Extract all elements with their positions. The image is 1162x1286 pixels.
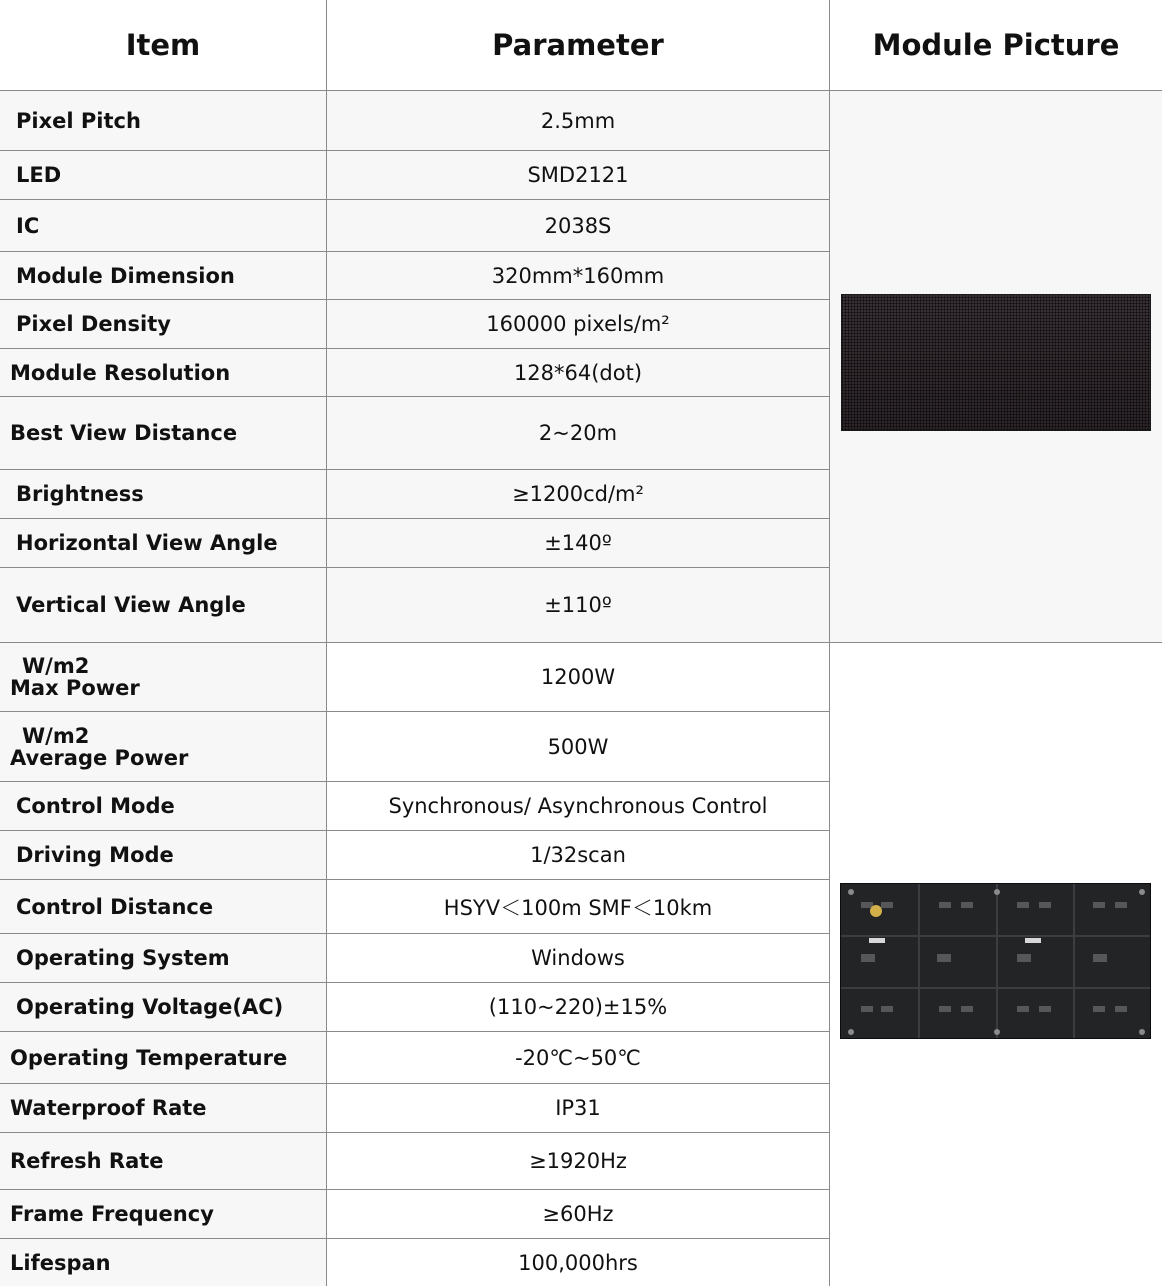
parameter-value: IP31 — [555, 1096, 601, 1120]
item-label: Average Power — [10, 745, 189, 770]
item-cell — [0, 983, 326, 1031]
item-cell — [0, 252, 326, 299]
item-cell — [0, 1032, 326, 1083]
item-cell — [0, 1133, 326, 1189]
item-cell — [0, 880, 326, 933]
parameter-value: 1/32scan — [530, 843, 626, 867]
item-cell — [0, 568, 326, 642]
item-cell — [0, 712, 326, 781]
item-label: Horizontal View Angle — [16, 531, 278, 555]
parameter-value: Synchronous/ Asynchronous Control — [388, 794, 768, 818]
item-cell — [0, 91, 326, 150]
item-label: LED — [16, 163, 62, 187]
item-cell — [0, 397, 326, 469]
parameter-value: 100,000hrs — [518, 1250, 638, 1275]
parameter-value: 2038S — [544, 213, 612, 238]
parameter-value: ≥1920Hz — [529, 1149, 627, 1173]
item-unit: W/m2 — [22, 654, 90, 678]
item-label: IC — [16, 213, 40, 238]
parameter-value: ≥60Hz — [542, 1202, 614, 1226]
item-cell — [0, 831, 326, 879]
item-label: Operating Temperature — [10, 1045, 288, 1070]
parameter-value: 2.5mm — [540, 108, 616, 133]
item-label: Lifespan — [10, 1250, 111, 1275]
column-divider — [829, 0, 830, 1286]
item-cell — [0, 1190, 326, 1238]
module-back-image — [840, 883, 1151, 1039]
item-label: Operating System — [16, 946, 230, 970]
item-label: Refresh Rate — [10, 1149, 164, 1173]
parameter-value: (110~220)±15% — [488, 995, 668, 1019]
parameter-value: 160000 pixels/m² — [486, 312, 670, 336]
parameter-value: ±140º — [544, 531, 612, 555]
item-cell — [0, 200, 326, 251]
item-label: Control Mode — [16, 794, 175, 818]
parameter-value: HSYV＜100m SMF＜10km — [443, 895, 713, 920]
item-cell — [0, 1239, 326, 1286]
item-label: Module Dimension — [16, 263, 235, 288]
parameter-value: SMD2121 — [527, 163, 629, 187]
parameter-value: 500W — [547, 734, 609, 759]
item-unit: W/m2 — [22, 723, 90, 748]
item-label: Best View Distance — [10, 421, 238, 445]
item-cell — [0, 151, 326, 199]
item-label: Pixel Density — [16, 312, 171, 336]
item-label: Brightness — [16, 482, 144, 506]
parameter-value: ±110º — [544, 593, 612, 617]
item-cell — [0, 643, 326, 711]
item-cell — [0, 349, 326, 396]
item-label: Pixel Pitch — [16, 108, 141, 133]
item-cell — [0, 934, 326, 982]
item-label: Driving Mode — [16, 843, 174, 867]
item-label: Operating Voltage(AC) — [16, 995, 284, 1019]
item-cell — [0, 300, 326, 348]
module-back-drawing — [841, 884, 1151, 1039]
header-parameter: Parameter — [492, 28, 664, 62]
item-label: Waterproof Rate — [10, 1096, 207, 1120]
parameter-value: 320mm*160mm — [491, 263, 665, 288]
parameter-value: 1200W — [540, 665, 616, 689]
item-label: Module Resolution — [10, 360, 231, 385]
parameter-value: 128*64(dot) — [513, 360, 643, 385]
item-label: Vertical View Angle — [16, 593, 246, 617]
parameter-value: -20℃~50℃ — [515, 1045, 641, 1070]
parameter-value: Windows — [531, 946, 625, 970]
header-item: Item — [125, 28, 201, 62]
parameter-value: 2~20m — [538, 421, 618, 445]
parameter-value: ≥1200cd/m² — [512, 482, 644, 506]
item-cell — [0, 782, 326, 830]
item-label: Frame Frequency — [10, 1202, 214, 1226]
item-label: Max Power — [10, 676, 140, 700]
header-module-picture: Module Picture — [872, 28, 1120, 62]
module-front-image — [841, 294, 1151, 431]
item-cell — [0, 519, 326, 567]
item-cell — [0, 1084, 326, 1132]
item-label: Control Distance — [16, 894, 214, 919]
item-cell — [0, 470, 326, 518]
